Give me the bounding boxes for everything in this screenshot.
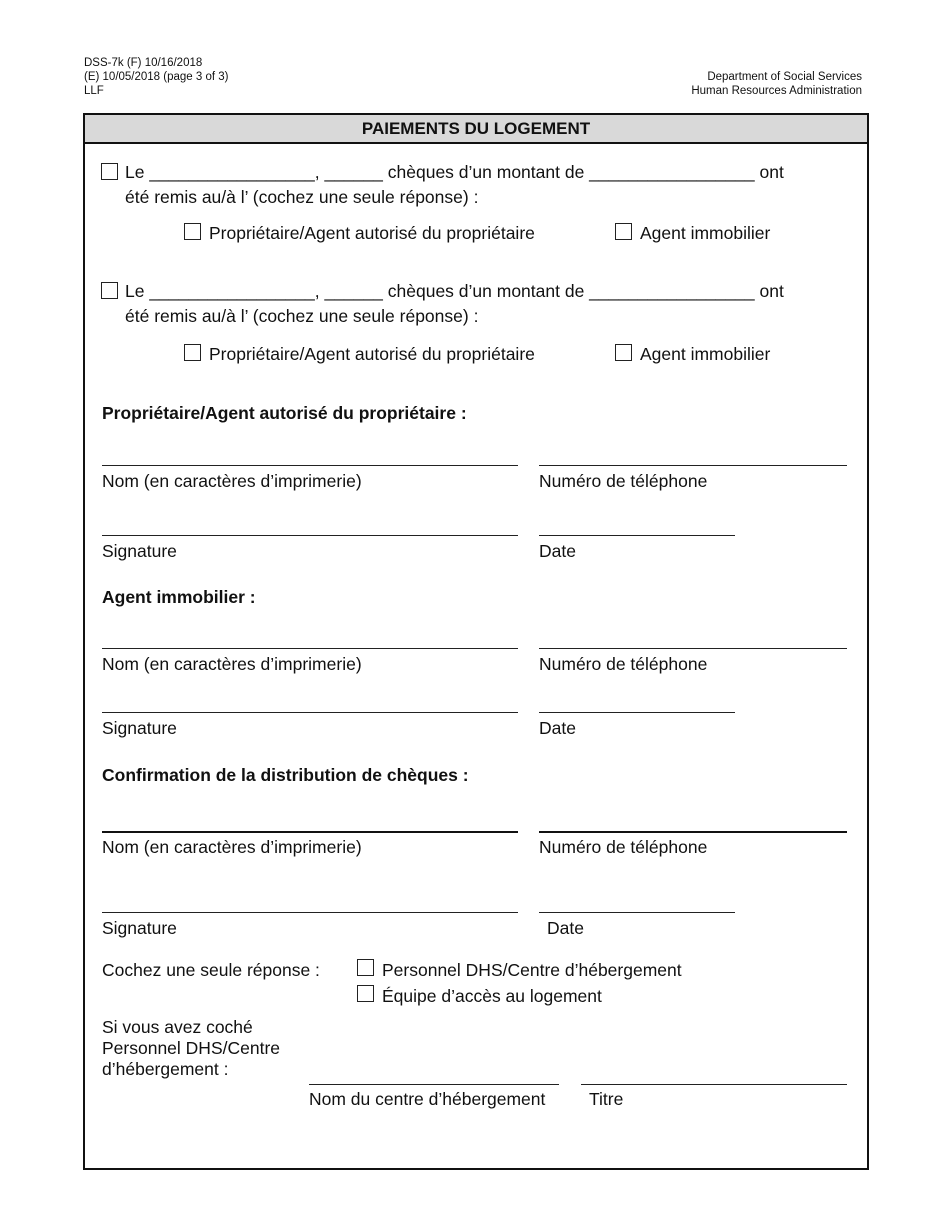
check-entry-1-broker-checkbox[interactable] <box>615 223 632 240</box>
housing-team-label: Équipe d’accès au logement <box>382 986 602 1006</box>
check-entry-2-owner-checkbox[interactable] <box>184 344 201 361</box>
shelter-title-field[interactable] <box>581 1084 847 1085</box>
conditional-note <box>102 1017 280 1080</box>
check-entry-1-owner-label: Propriétaire/Agent autorisé du propriétaire <box>209 223 535 243</box>
owner-signature-label: Signature <box>102 541 177 561</box>
check-entry-1-line1[interactable]: Le _________________, ______ chèques d’un montant de _________________ ont <box>125 162 784 182</box>
owner-date-field[interactable] <box>539 535 735 536</box>
confirmation-section-heading: Confirmation de la distribution de chèques : <box>102 765 469 785</box>
owner-name-label: Nom (en caractères d’imprimerie) <box>102 471 362 491</box>
dhs-staff-checkbox[interactable] <box>357 959 374 976</box>
owner-phone-label: Numéro de téléphone <box>539 471 708 491</box>
form-frame <box>83 113 869 1170</box>
conditional-note-line1: Si vous avez coché <box>102 1017 253 1037</box>
administration-name: Human Resources Administration <box>691 85 862 97</box>
check-entry-2-broker-label: Agent immobilier <box>640 344 771 364</box>
check-entry-1-checkbox[interactable] <box>101 163 118 180</box>
check-entry-2-owner-label: Propriétaire/Agent autorisé du propriétaire <box>209 344 535 364</box>
dhs-staff-label: Personnel DHS/Centre d’hébergement <box>382 960 682 980</box>
owner-name-field[interactable] <box>102 465 518 466</box>
broker-date-field[interactable] <box>539 712 735 713</box>
confirmation-phone-field[interactable] <box>539 831 847 833</box>
form-title: PAIEMENTS DU LOGEMENT <box>85 115 867 144</box>
confirmation-name-field[interactable] <box>102 831 518 833</box>
choice-prompt: Cochez une seule réponse : <box>102 960 320 980</box>
broker-phone-field[interactable] <box>539 648 847 649</box>
form-header-left <box>84 56 229 98</box>
check-entry-2-checkbox[interactable] <box>101 282 118 299</box>
form-id: DSS-7k (F) 10/16/2018 <box>84 57 203 69</box>
shelter-name-field[interactable] <box>309 1084 559 1085</box>
broker-date-label: Date <box>539 718 576 738</box>
check-entry-2-broker-checkbox[interactable] <box>615 344 632 361</box>
confirmation-signature-field[interactable] <box>102 912 518 913</box>
form-revision: (E) 10/05/2018 (page 3 of 3) <box>84 71 229 83</box>
confirmation-signature-label: Signature <box>102 918 177 938</box>
check-entry-2-line1[interactable]: Le _________________, ______ chèques d’un montant de _________________ ont <box>125 281 784 301</box>
department-name: Department of Social Services <box>707 71 862 83</box>
shelter-title-label: Titre <box>589 1089 624 1109</box>
owner-section-heading: Propriétaire/Agent autorisé du propriétaire : <box>102 403 467 423</box>
conditional-note-line3: d’hébergement : <box>102 1059 229 1079</box>
check-entry-1-line2: été remis au/à l’ (cochez une seule réponse) : <box>125 187 479 207</box>
owner-phone-field[interactable] <box>539 465 847 466</box>
broker-signature-field[interactable] <box>102 712 518 713</box>
broker-phone-label: Numéro de téléphone <box>539 654 708 674</box>
confirmation-name-label: Nom (en caractères d’imprimerie) <box>102 837 362 857</box>
shelter-name-label: Nom du centre d’hébergement <box>309 1089 546 1109</box>
check-entry-2-line2: été remis au/à l’ (cochez une seule réponse) : <box>125 306 479 326</box>
conditional-note-line2: Personnel DHS/Centre <box>102 1038 280 1058</box>
check-entry-1-owner-checkbox[interactable] <box>184 223 201 240</box>
broker-signature-label: Signature <box>102 718 177 738</box>
broker-name-field[interactable] <box>102 648 518 649</box>
housing-team-checkbox[interactable] <box>357 985 374 1002</box>
owner-signature-field[interactable] <box>102 535 518 536</box>
broker-name-label: Nom (en caractères d’imprimerie) <box>102 654 362 674</box>
check-entry-1-broker-label: Agent immobilier <box>640 223 771 243</box>
confirmation-phone-label: Numéro de téléphone <box>539 837 708 857</box>
form-code: LLF <box>84 85 104 97</box>
confirmation-date-field[interactable] <box>539 912 735 913</box>
form-header-right <box>691 70 862 98</box>
confirmation-date-label: Date <box>547 918 584 938</box>
broker-section-heading: Agent immobilier : <box>102 587 256 607</box>
owner-date-label: Date <box>539 541 576 561</box>
